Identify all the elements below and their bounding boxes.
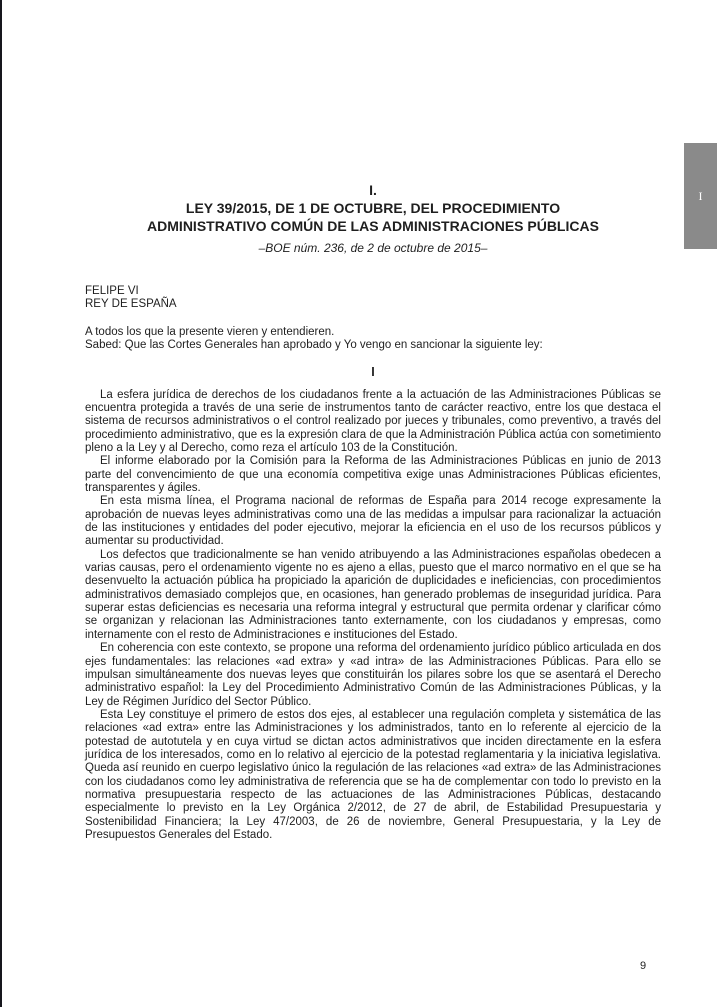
heading-section-number: I. (369, 182, 377, 198)
thumb-index-tab (684, 143, 717, 249)
page-number: 9 (640, 960, 647, 972)
paragraph: La esfera jurídica de derechos de los ciudadanos frente a la actuación de las Administraciones Públicas se encuentra protegida a través de una serie de instrumentos tanto de carácter reactivo, entre los que destaca el sistema de recursos administrativos o el control realizado por jueces y tribunales, como preventivo, a través del procedimiento administrativo, que es la expresión clara de que la Administración Pública actúa con sometimiento pleno a la Ley y al Derecho, como reza el artículo 103 de la Constitución. (85, 388, 661, 454)
salutation-line1: A todos los que la presente vieren y entendieren. (85, 325, 335, 338)
section-marker: I (371, 364, 375, 379)
paragraph: El informe elaborado por la Comisión para la Reforma de las Administraciones Públicas en junio de 2013 parte del convencimiento de que una economía competitiva exige unas Administraciones Públicas eficientes, transparentes y ágiles. (85, 455, 661, 495)
document-heading (85, 181, 661, 235)
thumb-index-tab-label: I (698, 189, 703, 203)
salutation-block (85, 326, 661, 353)
page-left-edge-line (0, 0, 2, 1007)
paragraph: Esta Ley constituye el primero de estos dos ejes, al establecer una regulación completa y sistemática de las relaciones «ad extra» entre las Administraciones y los administrados, tanto en lo referente al ejercicio de la potestad de autotutela y en cuya virtud se dictan actos administrativos que inciden directamente en la esfera jurídica de los interesados, como en lo relativo al ejercicio de la potestad reglamentaria y la iniciativa legislativa. Queda así reunido en cuerpo legislativo único la regulación de las relaciones «ad extra» de las Administraciones con los ciudadanos como ley administrativa de referencia que se ha de complementar con todo lo previsto en la normativa presupuestaria respecto de las actuaciones de las Administraciones Públicas, destacando especialmente lo previsto en la Ley Orgánica 2/2012, de 27 de abril, de Estabilidad Presupuestaria y Sostenibilidad Financiera; la Ley 47/2003, de 26 de noviembre, General Presupuestaria, y la Ley de Presupuestos Generales del Estado. (85, 708, 661, 841)
salutation-line2: Sabed: Que las Cortes Generales han aprobado y Yo vengo en sancionar la siguiente ley: (85, 339, 543, 352)
monarch-name: FELIPE VI (85, 285, 139, 297)
body-text (85, 389, 661, 843)
heading-title-line1: LEY 39/2015, DE 1 DE OCTUBRE, DEL PROCEDIMIENTO (185, 200, 561, 216)
boe-source-note: –BOE núm. 236, de 2 de octubre de 2015– (258, 241, 488, 255)
paragraph: En coherencia con este contexto, se propone una reforma del ordenamiento jurídico público articulada en dos ejes fundamentales: las relaciones «ad extra» y «ad intra» de las Administraciones Públicas. Para ello se impulsan simultáneamente dos nuevas leyes que constituirán los pilares sobre los que se asentará el Derecho administrativo español: la Ley del Procedimiento Administrativo Común de las Administraciones Públicas, y la Ley de Régimen Jurídico del Sector Público. (85, 642, 661, 708)
heading-title-line2: ADMINISTRATIVO COMÚN DE LAS ADMINISTRACIONES PÚBLICAS (147, 218, 599, 234)
paragraph: En esta misma línea, el Programa nacional de reformas de España para 2014 recoge expresamente la aprobación de nuevas leyes administrativas como una de las medidas a impulsar para racionalizar la actuación de las instituciones y entidades del poder ejecutivo, mejorar la eficiencia en el uso de los recursos públicos y aumentar su productividad. (85, 495, 661, 548)
monarch-block (85, 285, 661, 312)
paragraph: Los defectos que tradicionalmente se han venido atribuyendo a las Administraciones españolas obedecen a varias causas, pero el ordenamiento vigente no es ajeno a ellas, puesto que el marco normativo en el que se ha desenvuelto la actuación pública ha propiciado la aparición de duplicidades e ineficiencias, con procedimientos administrativos demasiado complejos que, en ocasiones, han generado problemas de inseguridad jurídica. Para superar estas deficiencias es necesaria una reforma integral y estructural que permita ordenar y clarificar cómo se organizan y relacionan las Administraciones tanto externamente, con los ciudadanos y empresas, como internamente con el resto de Administraciones e instituciones del Estado. (85, 548, 661, 641)
document-content (85, 181, 661, 842)
monarch-title: REY DE ESPAÑA (85, 298, 177, 311)
